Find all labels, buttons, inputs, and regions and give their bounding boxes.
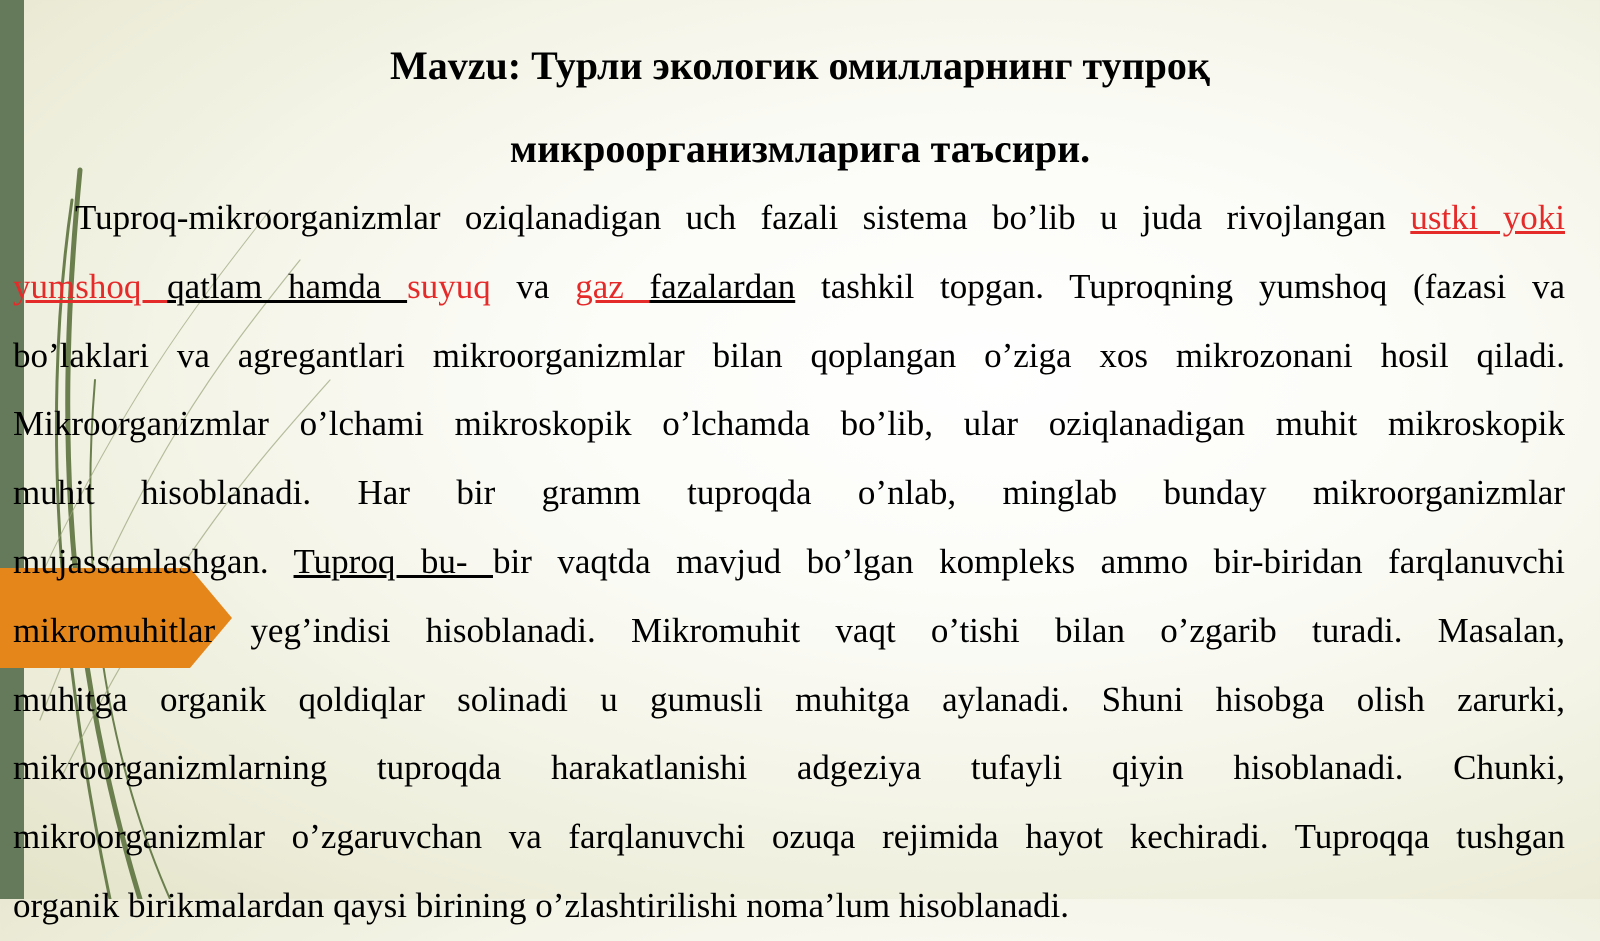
text-line: yumshoq qatlam hamda suyuq va gaz fazalardan tashkil topgan. Tuproqning yumshoq (fazasi va [13,266,1565,306]
text-line: Tuproq-mikroorganizmlar oziqlanadigan uch fazali sistema bo’lib u juda rivojlangan ustki yoki [75,198,1565,237]
text-line: bo’laklari va agregantlari mikroorganizmlar bilan qoplangan o’ziga xos mikrozonani hosil qiladi. [13,335,1565,375]
highlighted-term: yumshoq [13,266,168,306]
body-paragraph [13,184,1565,941]
highlighted-term: gaz [575,266,650,306]
text-line: mikromuhitlar yeg’indisi hisoblanadi. Mikromuhit vaqt o’tishi bilan o’zgarib turadi. Masalan, [13,610,1565,650]
slide-title-line-1: Mavzu: Турли экологик омилларнинг тупроқ [390,43,1210,88]
text-line: muhit hisoblanadi. Har bir gramm tuproqda o’nlab, minglab bunday mikroorganizmlar [13,473,1565,513]
highlighted-term: ustki yoki [1410,198,1565,237]
text-line: mikroorganizmlar o’zgaruvchan va farqlanuvchi ozuqa rejimida hayot kechiradi. Tuproqqa tushgan [13,817,1565,857]
highlighted-term: suyuq [407,266,491,306]
text-line: organik birikmalardan qaysi birining o’zlashtirilishi noma’lum hisoblanadi. [13,885,1069,925]
text-line: mujassamlashgan. Tuproq bu- bir vaqtda mavjud bo’lgan kompleks ammo bir-biridan farqlanuvchi [13,541,1566,581]
text-line: mikroorganizmlarning tuproqda harakatlanishi adgeziya tufayli qiyin hisoblanadi. Chunki, [13,748,1565,788]
slide-title-line-2: микроорганизмларига таъсири. [509,126,1091,171]
text-line: Mikroorganizmlar o’lchami mikroskopik o’lchamda bo’lib, ular oziqlanadigan muhit mikroskopik [13,404,1565,444]
text-line: muhitga organik qoldiqlar solinadi u gumusli muhitga aylanadi. Shuni hisobga olish zarurki, [13,679,1565,719]
